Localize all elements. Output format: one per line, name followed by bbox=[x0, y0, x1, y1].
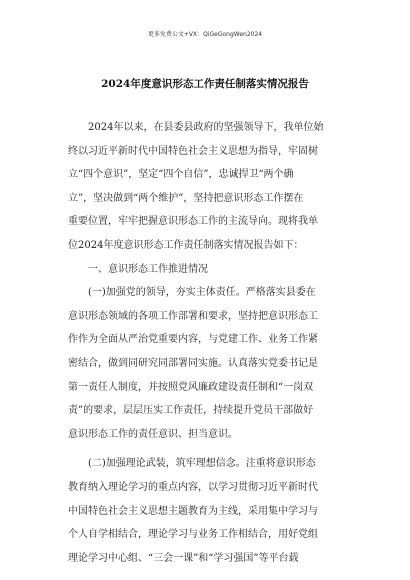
text-line: 密结合，做到同研究同部署同实施。认真落实党委书记是 bbox=[68, 357, 318, 369]
text-line: 作作为全面从严治党重要内容，与党建工作、业务工作紧 bbox=[68, 334, 318, 346]
paragraph-theory bbox=[68, 452, 340, 570]
paragraph-leadership bbox=[68, 281, 340, 446]
text-line: 意识形态领域的各项工作部署和要求，坚持把意识形态工 bbox=[68, 310, 318, 322]
text-line: 意识形态工作的责任意识、担当意识。 bbox=[68, 428, 238, 440]
text-line: 理论学习中心组、“三会一课”和“学习强国”等平台载 bbox=[68, 552, 299, 564]
text-line: 重要位置，牢牢把握意识形态工作的主流导向。现将我单 bbox=[68, 216, 318, 228]
text-line: (一)加强党的领导，夯实主体责任。严格落实县委在 bbox=[68, 287, 316, 299]
header-note: 更多免费公文+VX：QiGeGongWen2024 bbox=[147, 31, 263, 38]
text-line: 中国特色社会主义思想主题教育为主线，采用集中学习与 bbox=[68, 505, 318, 517]
document-title: 2024年度意识形态工作责任制落实情况报告 bbox=[101, 78, 309, 90]
section-heading bbox=[68, 258, 340, 282]
text-line: 位2024年度意识形态工作责任制落实情况报告如下： bbox=[68, 239, 304, 251]
text-line: 教育纳入理论学习的重点内容，以学习贯彻习近平新时代 bbox=[68, 481, 318, 493]
text-line: 终以习近平新时代中国特色社会主义思想为指导，牢固树 bbox=[68, 145, 318, 157]
text-line: (二)加强理论武装，筑牢理想信念。注重将意识形态 bbox=[68, 458, 316, 470]
text-line: 责”的要求，层层压实工作责任，持续提升党员干部做好 bbox=[68, 405, 314, 417]
text-line: 一、意识形态工作推进情况 bbox=[68, 263, 208, 275]
document-body bbox=[68, 116, 340, 570]
text-line: 个人自学相结合，理论学习与业务工作相结合，用好党组 bbox=[68, 529, 318, 541]
text-line: 立“四个意识”，坚定“四个自信”，忠诚捍卫“两个确 bbox=[68, 169, 294, 181]
text-line: 2024年以来，在县委县政府的坚强领导下，我单位始 bbox=[68, 122, 324, 133]
text-line: 立”，坚决做到“两个维护”，坚持把意识形态工作摆在 bbox=[68, 192, 304, 204]
paragraph-intro bbox=[68, 116, 340, 258]
text-line: 第一责任人制度，并按照党风廉政建设责任制和“一岗双 bbox=[68, 381, 314, 393]
